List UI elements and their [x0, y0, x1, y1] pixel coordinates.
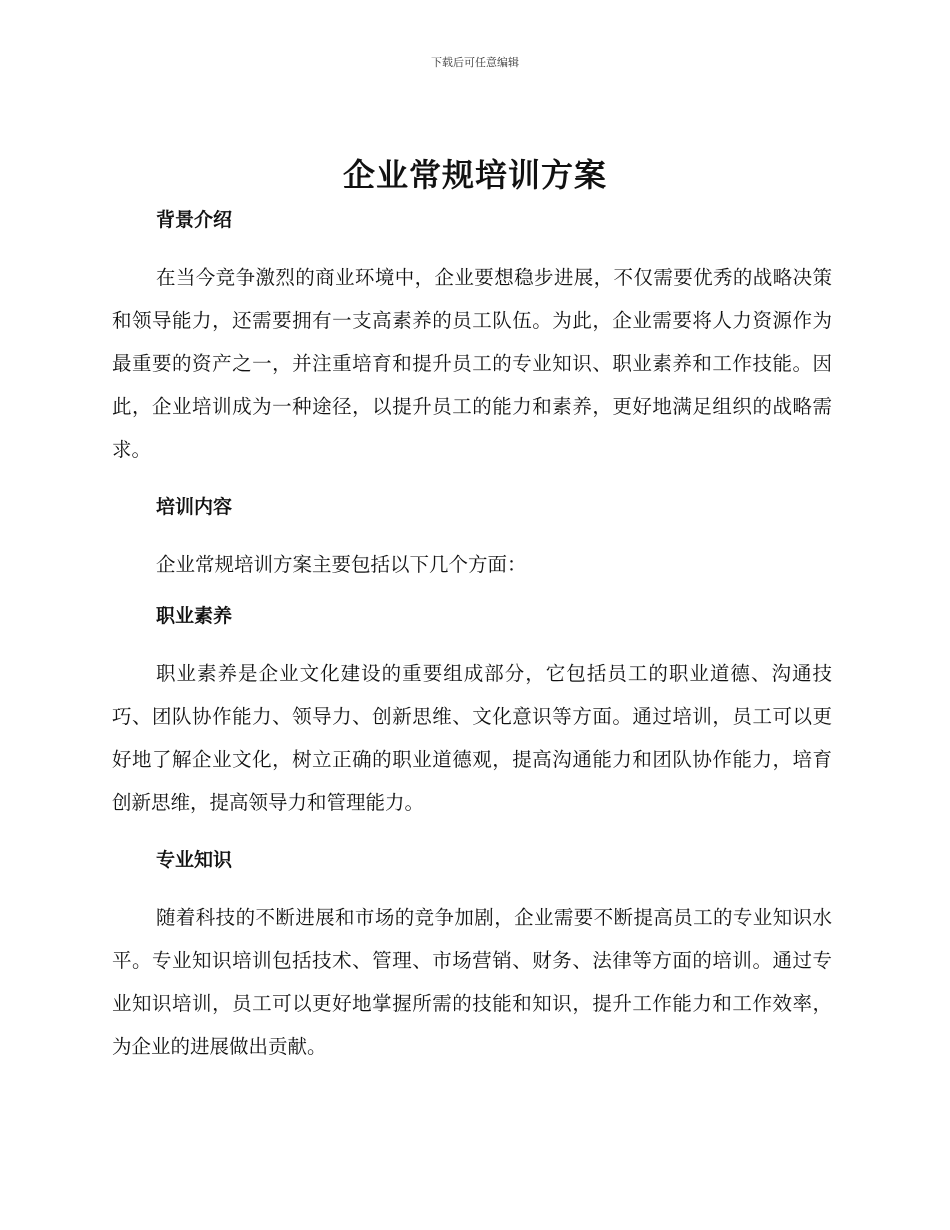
section-paragraph-professional-knowledge: 随着科技的不断进展和市场的竞争加剧，企业需要不断提高员工的专业知识水平。专业知识培训包括技术、管理、市场营销、财务、法律等方面的培训。通过专业知识培训，员工可以更好地掌握所需的技能和知识，提升工作能力和工作效率，为企业的进展做出贡献。 — [112, 906, 832, 1058]
section-heading-professional-knowledge: 专业知识 — [156, 849, 233, 871]
section-heading-training-content: 培训内容 — [156, 496, 233, 518]
section-heading-background: 背景介绍 — [156, 209, 233, 231]
section-paragraph-training-content: 企业常规培训方案主要包括以下几个方面： — [156, 553, 527, 576]
section-paragraph-background: 在当今竞争激烈的商业环境中，企业要想稳步进展，不仅需要优秀的战略决策和领导能力，还需要拥有一支高素养的员工队伍。为此，企业需要将人力资源作为最重要的资产之一，并注重培育和提升员工的专业知识、职业素养和工作技能。因此，企业培训成为一种途径，以提升员工的能力和素养，更好地满足组织的战略需求。 — [112, 266, 832, 461]
section-heading-professionalism: 职业素养 — [156, 605, 233, 627]
section-paragraph-professionalism: 职业素养是企业文化建设的重要组成部分，它包括员工的职业道德、沟通技巧、团队协作能力、领导力、创新思维、文化意识等方面。通过培训，员工可以更好地了解企业文化，树立正确的职业道德观，提高沟通能力和团队协作能力，培育创新思维，提高领导力和管理能力。 — [112, 662, 832, 814]
header-note: 下载后可任意编辑 — [431, 56, 519, 69]
document-title: 企业常规培训方案 — [342, 156, 607, 194]
document-body — [112, 202, 832, 1068]
